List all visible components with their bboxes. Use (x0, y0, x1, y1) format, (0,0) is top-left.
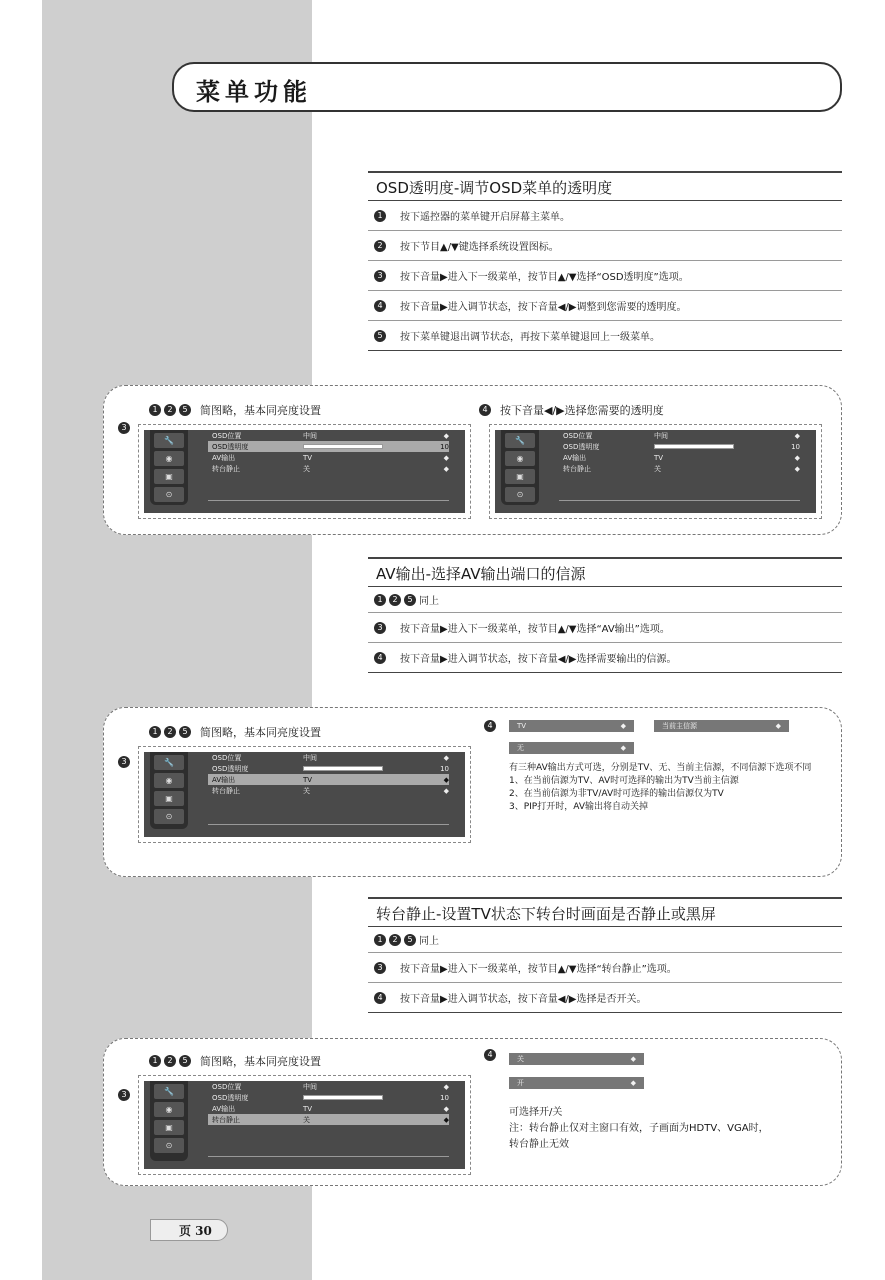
system-icon: ◉ (154, 1102, 184, 1117)
menu-row (208, 1081, 449, 1092)
menu-screenshot-left (138, 424, 471, 519)
page-number-tab (150, 1219, 228, 1241)
menu-row-label: AV输出 (563, 453, 587, 462)
step-item (368, 643, 842, 673)
menu-row-arrow: 10 (440, 764, 449, 773)
menu-row-value: 关 (303, 464, 310, 473)
step-number: 2 (374, 240, 386, 252)
search-icon: ⊙ (154, 1138, 184, 1153)
step-text: 按下音量▶进入下一级菜单，按节目▲/▼选择“转台静止”选项。 (400, 964, 677, 975)
menu-row-selected (208, 441, 449, 452)
menu-row-label: OSD透明度 (563, 442, 600, 451)
menu-row (559, 430, 800, 441)
figure-panel-freeze (103, 1038, 842, 1186)
menu-row-label: 转台静止 (212, 786, 240, 795)
step-text: 按下遥控器的菜单键开启屏幕主菜单。 (400, 212, 570, 223)
menu-divider (208, 824, 449, 825)
caption-text: 按下音量◀/▶选择您需要的透明度 (500, 404, 664, 417)
menu-row (208, 785, 449, 796)
left-caption (149, 724, 321, 740)
option-arrow-icon: ◆ (630, 1079, 636, 1087)
step-number: 1 (374, 934, 386, 946)
menu-divider (559, 500, 800, 501)
menu-list (559, 430, 800, 474)
option-label: TV (517, 722, 527, 730)
step-number: 3 (374, 962, 386, 974)
step-number: 3 (374, 270, 386, 282)
same-as-above-row (368, 587, 842, 613)
step-number: 4 (374, 652, 386, 664)
menu-row-arrow: ◆ (794, 453, 800, 462)
step-number: 5 (179, 1055, 191, 1067)
section-av-output (368, 557, 842, 673)
step-item (368, 201, 842, 231)
section-heading: OSD透明度-调节OSD菜单的透明度 (368, 171, 842, 201)
step-number: 3 (374, 622, 386, 634)
menu-row-value (303, 444, 435, 449)
step-item (368, 261, 842, 291)
option-arrow-icon: ◆ (620, 744, 626, 752)
step-number: 1 (149, 1055, 161, 1067)
menu-row-label: AV输出 (212, 1104, 236, 1113)
step-number: 5 (404, 594, 416, 606)
option-label: 开 (517, 1079, 524, 1087)
step-text: 同上 (419, 936, 439, 947)
step-text: 按下音量▶进入下一级菜单，按节目▲/▼选择“OSD透明度”选项。 (400, 272, 689, 283)
menu-row (559, 452, 800, 463)
menu-screenshot (138, 1075, 471, 1175)
step-text: 按下音量▶进入调节状态，按下音量◀/▶选择需要输出的信源。 (400, 654, 677, 665)
step-item (368, 321, 842, 351)
menu-row-value: 中间 (303, 431, 317, 440)
step-item (368, 613, 842, 643)
menu-row (208, 430, 449, 441)
menu-row-value: 关 (303, 1115, 310, 1124)
menu-row (208, 1103, 449, 1114)
note-line: 2、在当前信源为非TV/AV时可选择的输出信源仅为TV (509, 789, 724, 799)
transparency-slider (303, 766, 383, 771)
menu-row-value: 中间 (303, 1082, 317, 1091)
step-text: 按下音量▶进入下一级菜单，按节目▲/▼选择“AV输出”选项。 (400, 624, 670, 635)
menu-icon-column (150, 430, 188, 505)
picture-icon: ▣ (154, 469, 184, 484)
picture-icon: ▣ (154, 791, 184, 806)
step-number: 2 (389, 934, 401, 946)
menu-row (559, 463, 800, 474)
step-number: 2 (164, 1055, 176, 1067)
menu-row-value: TV (303, 775, 313, 784)
menu-row-value (303, 1095, 435, 1100)
menu-row (559, 441, 800, 452)
menu-row-value: 中间 (303, 753, 317, 762)
search-icon: ⊙ (154, 809, 184, 824)
figure-panel-av (103, 707, 842, 877)
menu-list (208, 752, 449, 796)
step-item (368, 231, 842, 261)
left-caption (149, 402, 321, 418)
menu-row-label: 转台静止 (563, 464, 591, 473)
menu-screenshot-right (489, 424, 822, 519)
transparency-slider (654, 444, 734, 449)
option-bar (509, 720, 634, 732)
same-as-above-row (368, 927, 842, 953)
transparency-slider (303, 1095, 383, 1100)
search-icon: ⊙ (505, 487, 535, 502)
note-line: 注：转台静止仅对主窗口有效，子画面为HDTV、VGA时， (509, 1123, 769, 1134)
side-step-number: 4 (484, 720, 496, 732)
transparency-slider (303, 444, 383, 449)
menu-row-arrow: ◆ (443, 464, 449, 473)
wrench-icon: 🔧 (505, 433, 535, 448)
page-title: 菜单功能 (196, 77, 312, 106)
menu-divider (208, 500, 449, 501)
step-number: 1 (374, 594, 386, 606)
menu-row-value: 关 (654, 464, 661, 473)
menu-row-arrow: 10 (440, 1093, 449, 1102)
menu-row-value (303, 766, 435, 771)
menu-row-value (654, 444, 786, 449)
menu-row-arrow: ◆ (443, 1104, 449, 1113)
menu-row-label: AV输出 (212, 775, 236, 784)
menu-row-label: 转台静止 (212, 1115, 240, 1124)
menu-row (208, 463, 449, 474)
note-line: 转台静止无效 (509, 1139, 569, 1150)
menu-icon-column (150, 752, 188, 829)
tv-menu-screen (495, 430, 816, 513)
option-label: 无 (517, 744, 524, 752)
step-number: 2 (164, 404, 176, 416)
menu-row-value: TV (654, 453, 664, 462)
step-text: 按下节目▲/▼键选择系统设置图标。 (400, 242, 559, 253)
side-step-number: 3 (118, 422, 130, 434)
side-step-number: 3 (118, 756, 130, 768)
menu-row-arrow: ◆ (443, 431, 449, 440)
system-icon: ◉ (154, 451, 184, 466)
notes-block (509, 762, 839, 814)
section-heading: 转台静止-设置TV状态下转台时画面是否静止或黑屏 (368, 897, 842, 927)
menu-row-value: TV (303, 453, 313, 462)
option-bar (509, 1053, 644, 1065)
menu-divider (208, 1156, 449, 1157)
section-channel-freeze (368, 897, 842, 1013)
menu-row-arrow: ◆ (443, 1082, 449, 1091)
side-step-number: 3 (118, 1089, 130, 1101)
caption-text: 简图略，基本同亮度设置 (200, 1055, 321, 1068)
menu-row-arrow: ◆ (794, 464, 800, 473)
menu-row-arrow: ◆ (443, 775, 449, 784)
menu-row-label: OSD位置 (563, 431, 593, 440)
option-bar (509, 742, 634, 754)
menu-row-value: 关 (303, 786, 310, 795)
menu-row-label: OSD位置 (212, 753, 242, 762)
menu-row-label: OSD位置 (212, 431, 242, 440)
picture-icon: ▣ (154, 1120, 184, 1135)
step-number: 4 (479, 404, 491, 416)
wrench-icon: 🔧 (154, 433, 184, 448)
page-title-box (172, 62, 842, 112)
option-label: 关 (517, 1055, 524, 1063)
step-number: 5 (404, 934, 416, 946)
tv-menu-screen (144, 752, 465, 837)
note-line: 3、PIP打开时，AV输出将自动关掉 (509, 802, 648, 812)
step-number: 1 (149, 726, 161, 738)
step-item (368, 291, 842, 321)
menu-list (208, 1081, 449, 1125)
option-bar (509, 1077, 644, 1089)
menu-row-selected (208, 1114, 449, 1125)
left-caption (149, 1053, 321, 1069)
step-number: 1 (374, 210, 386, 222)
caption-text: 简图略，基本同亮度设置 (200, 726, 321, 739)
menu-row (208, 763, 449, 774)
option-bar (654, 720, 789, 732)
note-line: 可选择开/关 (509, 1107, 563, 1118)
menu-row-arrow: ◆ (794, 431, 800, 440)
step-text: 按下音量▶进入调节状态，按下音量◀/▶调整到您需要的透明度。 (400, 302, 687, 313)
page-number: 页 30 (179, 1224, 212, 1238)
menu-screenshot (138, 746, 471, 843)
note-line: 有三种AV输出方式可选，分别是TV、无、当前主信源，不同信源下选项不同 (509, 763, 812, 773)
option-label: 当前主信源 (662, 722, 697, 730)
menu-row (208, 752, 449, 763)
notes-block (509, 1105, 839, 1153)
option-arrow-icon: ◆ (775, 722, 781, 730)
step-number: 4 (374, 992, 386, 1004)
side-step-number: 4 (484, 1049, 496, 1061)
menu-row (208, 1092, 449, 1103)
menu-row-label: OSD透明度 (212, 764, 249, 773)
menu-row-label: OSD透明度 (212, 442, 249, 451)
menu-row-arrow: ◆ (443, 453, 449, 462)
step-number: 5 (179, 726, 191, 738)
step-text: 按下菜单键退出调节状态，再按下菜单键退回上一级菜单。 (400, 332, 660, 343)
menu-row-label: 转台静止 (212, 464, 240, 473)
picture-icon: ▣ (505, 469, 535, 484)
menu-row-arrow: 10 (791, 442, 800, 451)
menu-row-arrow: ◆ (443, 786, 449, 795)
step-number: 5 (374, 330, 386, 342)
tv-menu-screen (144, 430, 465, 513)
step-number: 4 (374, 300, 386, 312)
search-icon: ⊙ (154, 487, 184, 502)
menu-row-arrow: ◆ (443, 753, 449, 762)
step-number: 1 (149, 404, 161, 416)
section-osd (368, 171, 842, 351)
menu-row-label: AV输出 (212, 453, 236, 462)
menu-row-value: 中间 (654, 431, 668, 440)
menu-row-arrow: 10 (440, 442, 449, 451)
menu-row-selected (208, 774, 449, 785)
wrench-icon: 🔧 (154, 755, 184, 770)
step-text: 按下音量▶进入调节状态，按下音量◀/▶选择是否开关。 (400, 994, 647, 1005)
caption-text: 简图略，基本同亮度设置 (200, 404, 321, 417)
menu-row-value: TV (303, 1104, 313, 1113)
menu-list (208, 430, 449, 474)
system-icon: ◉ (505, 451, 535, 466)
menu-row-arrow: ◆ (443, 1115, 449, 1124)
step-text: 同上 (419, 596, 439, 607)
tv-menu-screen (144, 1081, 465, 1169)
step-item (368, 983, 842, 1013)
menu-icon-column (501, 430, 539, 505)
option-arrow-icon: ◆ (630, 1055, 636, 1063)
note-line: 1、在当前信源为TV、AV时可选择的输出为TV当前主信源 (509, 776, 739, 786)
menu-row-label: OSD位置 (212, 1082, 242, 1091)
figure-panel-osd (103, 385, 842, 535)
step-number: 5 (179, 404, 191, 416)
right-caption (479, 402, 664, 418)
system-icon: ◉ (154, 773, 184, 788)
step-number: 2 (389, 594, 401, 606)
option-arrow-icon: ◆ (620, 722, 626, 730)
menu-row (208, 452, 449, 463)
menu-row-label: OSD透明度 (212, 1093, 249, 1102)
step-number: 2 (164, 726, 176, 738)
menu-icon-column (150, 1081, 188, 1161)
step-item (368, 953, 842, 983)
wrench-icon: 🔧 (154, 1084, 184, 1099)
section-heading: AV输出-选择AV输出端口的信源 (368, 557, 842, 587)
